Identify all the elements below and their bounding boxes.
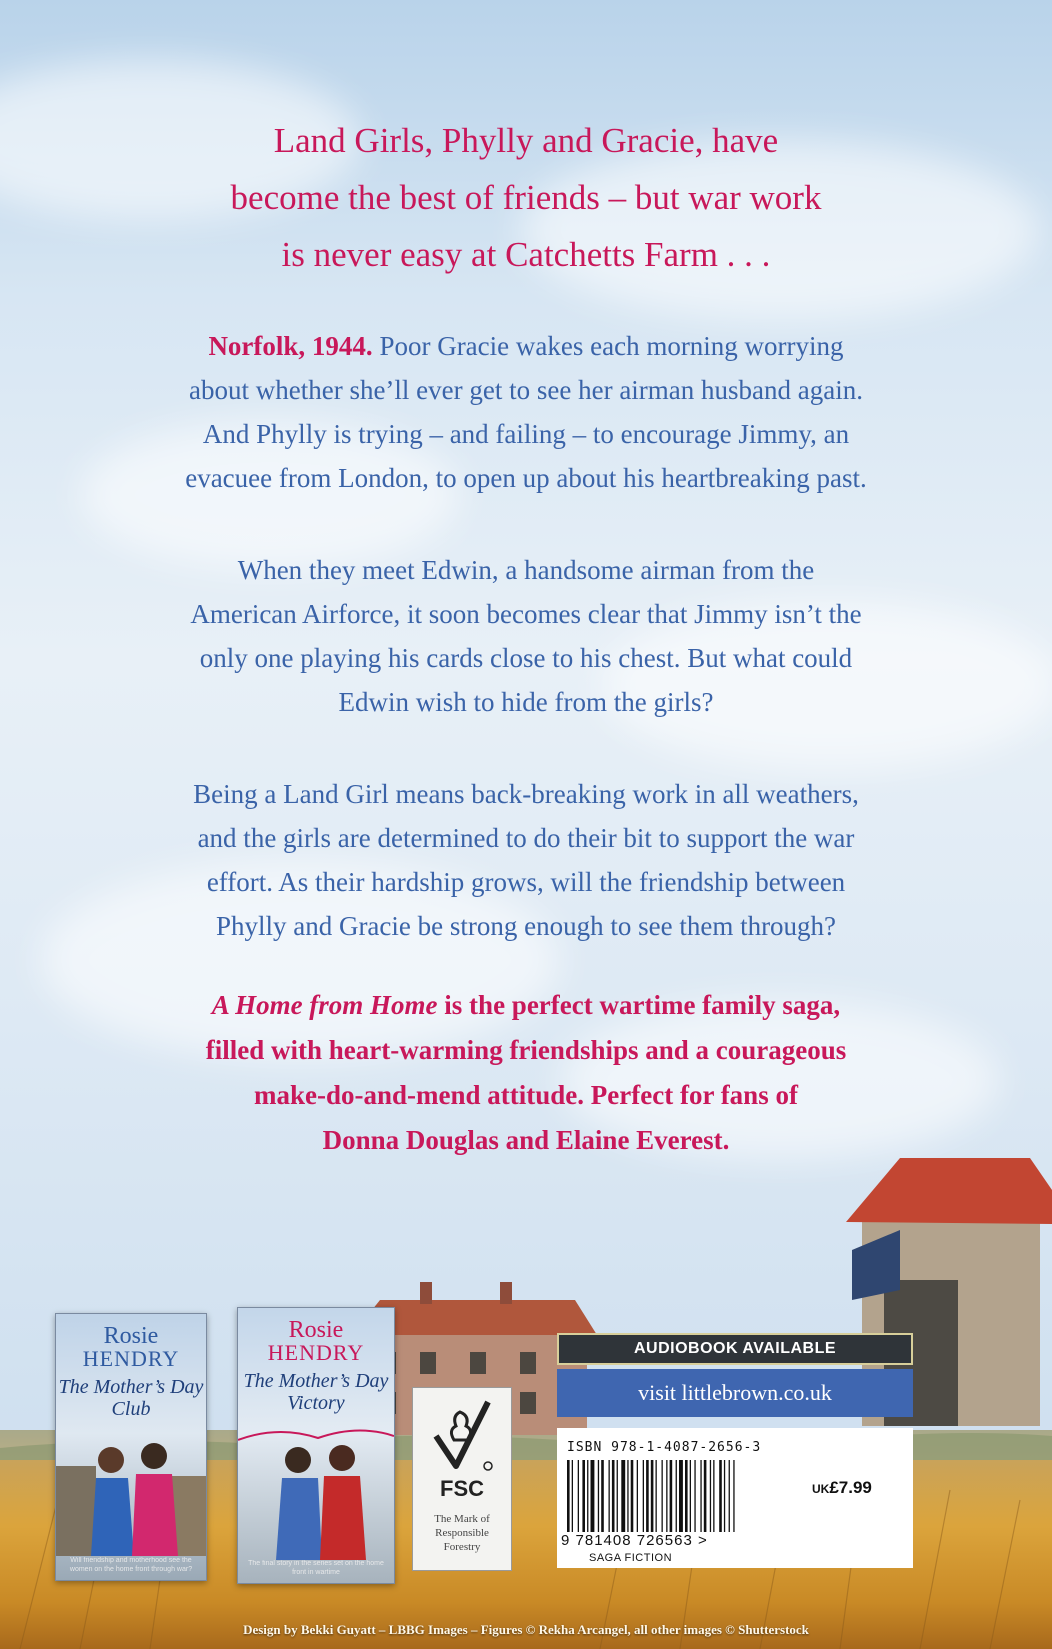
fsc-text-line: Responsible <box>435 1527 489 1539</box>
paragraph-line: effort. As their hardship grows, will the friendship between <box>206 867 846 897</box>
related-book-author-last: HENDRY <box>82 1346 180 1371</box>
fsc-tree-checkmark-icon <box>430 1396 494 1474</box>
paragraph-lead: Norfolk, 1944. <box>208 331 373 361</box>
paragraph-line: about whether she’ll ever get to see her airman husband again. <box>189 375 863 405</box>
price-value: £7.99 <box>829 1478 872 1497</box>
paragraph-line: Being a Land Girl means back-breaking work in all weathers, <box>193 779 859 809</box>
tagline-line: become the best of friends – but war work <box>230 178 822 217</box>
pitch-line: make-do-and-mend attitude. Perfect for fans of <box>254 1080 798 1110</box>
related-book-blurb: Will friendship and motherhood see the women on the home front through war? <box>69 1557 193 1573</box>
blurb-paragraph-3 <box>110 772 942 948</box>
related-book-title-line: The Mother’s Day <box>243 1370 389 1392</box>
fsc-certification-mark <box>412 1387 512 1571</box>
book-title-italic: A Home from Home <box>211 990 438 1020</box>
fsc-text-line: The Mark of <box>434 1513 490 1525</box>
related-book-title <box>56 1376 206 1420</box>
paragraph-line: Edwin wish to hide from the girls? <box>338 687 714 717</box>
audiobook-available-banner: AUDIOBOOK AVAILABLE <box>557 1333 913 1365</box>
related-book-blurb: The final story in the series set on the home front in wartime <box>248 1560 384 1576</box>
paragraph-line: And Phylly is trying – and failing – to encourage Jimmy, an <box>202 419 850 449</box>
related-book-figures <box>56 1426 206 1556</box>
price-currency: UK <box>812 1482 830 1496</box>
fsc-name: FSC <box>440 1476 484 1501</box>
paragraph-line: only one playing his cards close to his chest. But what could <box>199 643 853 673</box>
related-book-title-line: Victory <box>287 1392 345 1414</box>
related-book-title-line: Club <box>111 1398 151 1420</box>
tagline-line: is never easy at Catchetts Farm . . . <box>281 235 771 274</box>
related-book-title <box>238 1370 394 1414</box>
barcode-panel <box>557 1428 913 1568</box>
publisher-website-link[interactable]: visit littlebrown.co.uk <box>557 1369 913 1417</box>
related-book-cover-1[interactable] <box>55 1313 207 1581</box>
related-book-author-last: HENDRY <box>267 1340 365 1365</box>
barcode-digits: 9 781408 726563 > <box>561 1532 708 1549</box>
tagline-line: Land Girls, Phylly and Gracie, have <box>273 121 779 160</box>
related-book-author-first: Rosie <box>288 1317 344 1343</box>
tagline <box>110 112 942 283</box>
genre-category: SAGA FICTION <box>589 1552 673 1564</box>
related-book-author-first: Rosie <box>103 1323 159 1349</box>
paragraph-line: Phylly and Gracie be strong enough to see them through? <box>215 911 837 941</box>
price-label <box>812 1478 872 1498</box>
barcode-icon <box>567 1460 799 1532</box>
blurb-paragraph-2 <box>110 548 942 724</box>
pitch-line: Donna Douglas and Elaine Everest. <box>322 1125 730 1155</box>
fsc-text-line: Forestry <box>443 1541 481 1553</box>
blurb-paragraph-1 <box>110 324 942 500</box>
isbn-label: ISBN 978-1-4087-2656-3 <box>567 1440 762 1455</box>
pitch-line: is the perfect wartime family saga, <box>437 990 841 1020</box>
paragraph-line: American Airforce, it soon becomes clear that Jimmy isn’t the <box>190 599 862 629</box>
paragraph-line: and the girls are determined to do their bit to support the war <box>197 823 855 853</box>
pitch-line: filled with heart-warming friendships and a courageous <box>205 1035 847 1065</box>
paragraph-line: evacuee from London, to open up about his heartbreaking past. <box>185 463 867 493</box>
related-book-title-line: The Mother’s Day <box>58 1376 204 1398</box>
paragraph-line: Poor Gracie wakes each morning worrying <box>372 331 844 361</box>
design-credits: Design by Bekki Guyatt – LBBG Images – Figures © Rekha Arcangel, all other images © Shutterstock <box>243 1622 809 1637</box>
related-book-figures <box>238 1420 394 1560</box>
paragraph-line: When they meet Edwin, a handsome airman from the <box>237 555 815 585</box>
related-book-cover-2[interactable] <box>237 1307 395 1584</box>
fsc-mark-text <box>413 1512 511 1554</box>
